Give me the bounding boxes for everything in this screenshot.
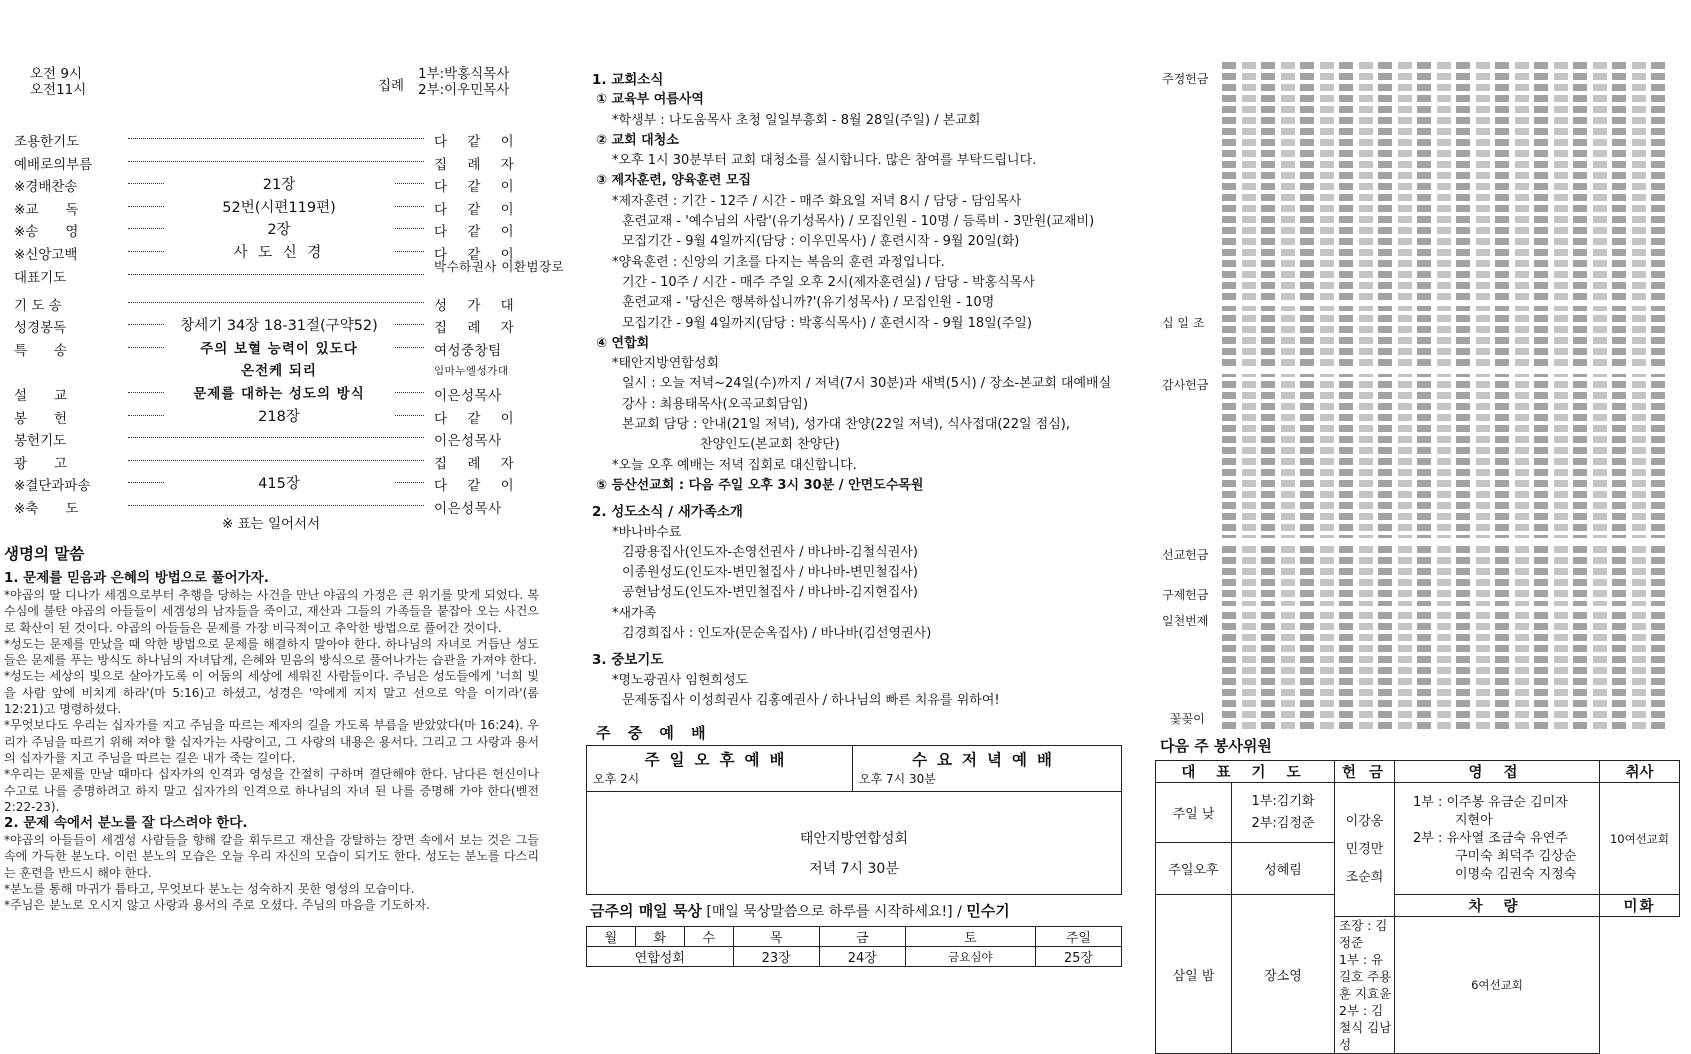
weekly-event bbox=[587, 792, 1121, 894]
order-item-name: 봉헌기도 bbox=[14, 433, 67, 450]
day-wed: 수 bbox=[684, 927, 733, 947]
news-heading: 3. 중보기도 bbox=[592, 652, 664, 669]
wednesday-evening-time: 오후 7시 30분 bbox=[859, 772, 936, 786]
day-sat: 토 bbox=[905, 927, 1035, 947]
order-item-name: 기 도 송 bbox=[14, 297, 62, 314]
wednesday-evening-header bbox=[853, 746, 1121, 792]
sermon-paragraph: *야곱의 딸 디나가 세겜으로부터 추행을 당하는 사건을 만난 야곱의 가정은 큰 위기를 맞게 되었다. 복수심에 불탄 야곱의 아들들이 세겜성의 남자들을 죽이고, 재산과 그들의 가족들을 붙잡아 오는 사건으로 확산이 된 것이다. 야곱의 아들들은 문제를 가장 비극적이고 추악한 방법으로 풀어간 것이다. bbox=[4, 588, 539, 635]
offering-name-column bbox=[1515, 62, 1529, 732]
order-row bbox=[14, 173, 544, 196]
car-line: 1부 : 유길호 주용훈 지효윤 bbox=[1339, 952, 1392, 1001]
offering-name-column bbox=[1632, 62, 1646, 732]
dotted-leader bbox=[128, 274, 424, 275]
service-label: 집례 bbox=[378, 78, 405, 94]
cleaning-header: 미화 bbox=[1600, 895, 1680, 917]
news-heading: 1. 교회소식 bbox=[592, 72, 664, 88]
weekly-worship-box bbox=[586, 745, 1122, 895]
dotted-leader bbox=[128, 505, 424, 506]
offering-name-column bbox=[1378, 62, 1392, 732]
order-item-person: 다 같 이 bbox=[434, 179, 522, 196]
prayer-person: 2부:김정준 bbox=[1251, 815, 1315, 831]
news-line: 모집기간 - 9월 4일까지(담당 : 박홍식목사) / 훈련시작 - 9월 18일(주일) bbox=[622, 315, 1032, 331]
order-item-person: 다 같 이 bbox=[434, 246, 522, 263]
time-sunday: 주일 낮 bbox=[1156, 783, 1232, 843]
order-item-person: 집 례 자 bbox=[434, 320, 522, 337]
order-item-content: 218장 bbox=[164, 405, 394, 426]
order-row bbox=[14, 258, 565, 292]
order-item-name: 특 송 bbox=[14, 342, 68, 359]
offering-name-column bbox=[1651, 62, 1665, 732]
service-time-1: 오전 9시 bbox=[30, 66, 83, 82]
offering-label: 구제헌금 bbox=[1162, 588, 1209, 602]
order-item-person: 이은성목사 bbox=[434, 500, 502, 517]
daily-sat-value: 금요심야 bbox=[905, 947, 1035, 967]
usher-line: 지현아 bbox=[1455, 812, 1493, 828]
next-week-table bbox=[1155, 760, 1680, 1054]
order-item-name: 설 교 bbox=[14, 387, 68, 404]
order-row bbox=[14, 196, 544, 219]
order-item-name: 광 고 bbox=[14, 455, 68, 472]
order-item-name: ※경배찬송 bbox=[14, 179, 78, 196]
order-row bbox=[14, 128, 544, 151]
sermon-title: 생명의 말씀 bbox=[4, 545, 85, 563]
order-item-name: 성경봉독 bbox=[14, 320, 67, 337]
wednesday-evening-title: 수요저녁예배 bbox=[912, 751, 1062, 769]
service-times bbox=[30, 66, 86, 98]
offering-name-column bbox=[1612, 62, 1626, 732]
offering-name-column bbox=[1398, 62, 1412, 732]
offering-name-column bbox=[1320, 62, 1334, 732]
order-item-content: 52번(시편119편) bbox=[164, 196, 394, 217]
news-line: 훈련교재 - '예수님의 사람'(유기성목사) / 모집인원 - 10명 / 등록비 - 3만원(교재비) bbox=[622, 214, 1095, 230]
usher-line: 2부 : 유사열 조금숙 유연주 bbox=[1413, 830, 1568, 846]
news-line: ④ 연합회 bbox=[596, 335, 650, 351]
news-line: 훈련교재 - '당신은 행복하십니까?'(유기성목사) / 모집인원 - 10명 bbox=[622, 295, 995, 311]
sermon-paragraph: *우리는 문제를 만날 때마다 십자가의 인격과 영성을 간절히 구하며 결단해야 한다. 남다른 헌신이나 수고로 나를 증명하려고 하지 말고 십자가의 인격으로 하나님의 자녀 된 나를 증명해 가야 한다(벧전 2:22-23). bbox=[4, 767, 539, 814]
offering-label: 감사헌금 bbox=[1162, 378, 1209, 392]
news-line: *오늘 오후 예배는 저녁 집회로 대신합니다. bbox=[612, 457, 857, 473]
order-item-name: ※결단과파송 bbox=[14, 478, 91, 495]
offering-name-column bbox=[1339, 62, 1353, 732]
dotted-leader bbox=[128, 161, 424, 162]
order-row bbox=[14, 337, 544, 360]
order-item-content: 415장 bbox=[164, 472, 394, 493]
sermon-point-2: 2. 문제 속에서 분노를 잘 다스려야 한다. bbox=[4, 815, 248, 832]
daily-title-bold: 금주의 매일 묵상 bbox=[590, 902, 702, 920]
sunday-afternoon-time: 오후 2시 bbox=[593, 772, 640, 786]
sermon-paragraph: *분노를 통해 마귀가 틈타고, 무엇보다 분노는 성숙하지 못한 영성의 모습이다. bbox=[4, 882, 415, 897]
order-item-person: 다 같 이 bbox=[434, 410, 522, 427]
offering-name-columns bbox=[1222, 62, 1670, 732]
news-line: 본교회 담당 : 안내(21일 저녁), 성가대 찬양(22일 저녁), 식사접대(22일 점심), bbox=[622, 417, 1070, 433]
order-item-name: ※신앙고백 bbox=[14, 246, 78, 263]
order-row bbox=[14, 218, 544, 241]
day-fri: 금 bbox=[819, 927, 905, 947]
offering-label: 십 일 조 bbox=[1162, 316, 1205, 330]
offering-name-column bbox=[1300, 62, 1314, 732]
news-line: 강사 : 최용태목사(오곡교회담임) bbox=[622, 396, 809, 412]
cook-team: 10여선교회 bbox=[1600, 783, 1680, 895]
order-item-content: 온전케 되리 bbox=[164, 359, 394, 379]
dotted-leader bbox=[128, 138, 424, 139]
standing-note: ※ 표는 일어서서 bbox=[222, 516, 321, 532]
offering-name-column bbox=[1476, 62, 1490, 732]
order-item-name: 대표기도 bbox=[14, 269, 67, 286]
pastor-1: 1부:박홍식목사 bbox=[418, 66, 510, 82]
news-line: ③ 제자훈련, 양육훈련 모집 bbox=[596, 173, 752, 189]
weekly-event-name: 태안지방연합성회 bbox=[799, 831, 909, 847]
order-row bbox=[14, 382, 544, 405]
order-item-content: 문제를 대하는 성도의 방식 bbox=[164, 382, 394, 402]
order-item-person: 박수하권사 이환범장로 bbox=[434, 258, 565, 274]
dotted-leader bbox=[128, 437, 424, 438]
pastor-2: 2부:이우민목사 bbox=[418, 82, 510, 98]
order-item-content: 주의 보혈 능력이 있도다 bbox=[164, 337, 394, 357]
order-item-content: 2장 bbox=[164, 218, 394, 239]
col-usher: 영 접 bbox=[1395, 761, 1600, 783]
sermon-paragraph: *야곱의 아들들이 세겜성 사람들을 향해 칼을 휘두르고 재산을 강탈하는 장면 속에서 보는 것은 그들 속에 가득한 분노다. 이런 분노의 모습은 오늘 우리 자신의 모습이 되기도 한다. 성도는 분노를 다스리는 훈련을 반드시 해야 한다. bbox=[4, 833, 539, 880]
order-row bbox=[14, 427, 544, 450]
col-offering: 헌 금 bbox=[1335, 761, 1395, 783]
daily-book: 민수기 bbox=[966, 902, 1010, 920]
sermon-point-1: 1. 문제를 믿음과 은혜의 방법으로 풀어가자. bbox=[4, 570, 269, 586]
order-row bbox=[14, 472, 544, 495]
sunday-afternoon-header bbox=[587, 746, 853, 792]
usher-people bbox=[1395, 783, 1600, 895]
daily-meditation-table bbox=[586, 926, 1122, 967]
prayer-sunday-afternoon: 성혜림 bbox=[1232, 843, 1335, 895]
order-row bbox=[14, 314, 544, 337]
sunday-afternoon-title: 주일오후예배 bbox=[644, 751, 795, 769]
news-line: ② 교회 대청소 bbox=[596, 132, 679, 148]
news-line: 이종원성도(인도자-변민철집사 / 바나바-변민철집사) bbox=[622, 565, 918, 581]
day-tue: 화 bbox=[635, 927, 684, 947]
news-heading: 2. 성도소식 / 새가족소개 bbox=[592, 504, 743, 521]
order-item-person: 임마누엘성가대 bbox=[434, 365, 509, 378]
prayer-sunday bbox=[1232, 783, 1335, 843]
order-row bbox=[14, 405, 544, 428]
col-cook: 취사 bbox=[1600, 761, 1680, 783]
offering-person: 민경만 bbox=[1345, 841, 1384, 857]
order-item-content: 21장 bbox=[164, 173, 394, 194]
time-wednesday: 삼일 밤 bbox=[1156, 895, 1232, 1054]
order-item-name: ※교 독 bbox=[14, 201, 79, 218]
usher-line: 1부 : 이주봉 유금순 김미자 bbox=[1413, 794, 1568, 810]
car-line: 조장 : 김정준 bbox=[1339, 918, 1388, 950]
daily-meditation-title bbox=[590, 900, 1010, 921]
news-line: *양육훈련 : 신앙의 기초를 다지는 복음의 훈련 과정입니다. bbox=[612, 254, 945, 270]
offering-name-column bbox=[1359, 62, 1373, 732]
offering-name-column bbox=[1456, 62, 1470, 732]
sermon-paragraph: *성도는 세상의 빛으로 살아가도록 이 어둠의 세상에 세워진 사람들이다. 주님은 성도들에게 '너희 빛을 사람 앞에 비치게 하라'(마 5:16)고 하셨고, 성경은 '악에게 지지 말고 선으로 악을 이기라'(롬 12:21)고 명령하셨다. bbox=[4, 669, 539, 717]
offering-name-column bbox=[1417, 62, 1431, 732]
news-line: *오후 1시 30분부터 교회 대청소를 실시합니다. 많은 참여를 부탁드립니다. bbox=[612, 153, 1037, 169]
news-line: 모집기간 - 9월 4일까지(담당 : 이우민목사) / 훈련시작 - 9월 20일(화) bbox=[622, 234, 1020, 250]
order-item-person: 집 례 자 bbox=[434, 455, 522, 472]
prayer-person: 1부:김기화 bbox=[1251, 793, 1315, 809]
daily-merged-cell: 연합성회 bbox=[587, 947, 734, 967]
weekly-worship-title: 주 중 예 배 bbox=[596, 724, 712, 742]
car-header: 차 량 bbox=[1395, 895, 1600, 917]
news-line: *학생부 : 나도움목사 초청 일일부흥회 - 8월 28일(주일) / 본교회 bbox=[612, 112, 981, 128]
worship-order bbox=[14, 128, 565, 518]
offering-name-column bbox=[1495, 62, 1509, 732]
order-row bbox=[14, 359, 544, 382]
offering-name-column bbox=[1534, 62, 1548, 732]
order-row bbox=[14, 292, 544, 315]
car-line: 2부 : 김철식 김남성 bbox=[1339, 1003, 1392, 1052]
offering-name-column bbox=[1573, 62, 1587, 732]
order-item-person: 이은성목사 bbox=[434, 387, 502, 404]
col-prayer: 대 표 기 도 bbox=[1156, 761, 1335, 783]
order-item-name: 봉 헌 bbox=[14, 410, 68, 427]
news-line: *새가족 bbox=[612, 605, 657, 621]
usher-line: 이명숙 김권숙 지정숙 bbox=[1455, 866, 1577, 882]
news-line: 기간 - 10주 / 시간 - 매주 주일 오후 2시(제자훈련실) / 담당 - 박홍식목사 bbox=[622, 274, 1035, 290]
prayer-wednesday: 장소영 bbox=[1232, 895, 1335, 1054]
order-item-person: 다 같 이 bbox=[434, 134, 522, 150]
offering-name-column bbox=[1261, 62, 1275, 732]
news-line: *바나바수료 bbox=[612, 524, 682, 540]
time-sunday-afternoon: 주일오후 bbox=[1156, 843, 1232, 895]
usher-line: 구미숙 최덕주 김상순 bbox=[1455, 848, 1577, 864]
order-item-person: 이은성목사 bbox=[434, 433, 502, 450]
order-item-person: 다 같 이 bbox=[434, 224, 522, 241]
order-item-content: 사 도 신 경 bbox=[164, 241, 394, 262]
offering-person: 조순희 bbox=[1345, 869, 1384, 885]
offering-divider bbox=[1222, 368, 1670, 374]
order-item-name: ※송 영 bbox=[14, 224, 79, 241]
offering-name-column bbox=[1593, 62, 1607, 732]
order-item-person: 다 같 이 bbox=[434, 478, 522, 495]
dotted-leader bbox=[128, 460, 424, 461]
offering-label: 꽃꽂이 bbox=[1170, 712, 1205, 726]
offering-divider bbox=[1222, 300, 1670, 306]
news-line: 문제동집사 이성희권사 김홍예권사 / 하나님의 빠른 치유를 위하여! bbox=[622, 692, 1000, 708]
news-line: 공현남성도(인도자-변민철집사 / 바나바-김지현집사) bbox=[622, 585, 918, 601]
news-line: ⑤ 등산선교회 : 다음 주일 오후 3시 30분 / 안면도수목원 bbox=[596, 477, 924, 493]
order-item-person: 여성중창팀 bbox=[434, 342, 502, 359]
order-row bbox=[14, 450, 544, 473]
daily-sun-value: 25장 bbox=[1035, 947, 1121, 967]
order-item-name: 예배로의부름 bbox=[14, 156, 93, 173]
car-people bbox=[1335, 917, 1395, 1054]
cleaning-team: 6여선교회 bbox=[1395, 917, 1600, 1054]
offering-name-column bbox=[1437, 62, 1451, 732]
news-line: *명노광권사 임현희성도 bbox=[612, 672, 749, 688]
offering-label: 선교헌금 bbox=[1162, 548, 1209, 562]
next-week-title: 다음 주 봉사위원 bbox=[1160, 737, 1272, 755]
news-line: 일시 : 오늘 저녁~24일(수)까지 / 저녁(7시 30분)과 새벽(5시) / 장소-본교회 대예배실 bbox=[622, 376, 1112, 392]
news-line: *태안지방연합성회 bbox=[612, 356, 719, 372]
order-item-person: 다 같 이 bbox=[434, 201, 522, 218]
news-line: 찬양인도(본교회 찬양단) bbox=[700, 437, 840, 453]
offering-label: 일천번제 bbox=[1162, 614, 1209, 628]
order-item-content: 창세기 34장 18-31절(구약52) bbox=[164, 314, 394, 335]
offering-divider bbox=[1222, 538, 1670, 544]
sermon-section bbox=[4, 542, 539, 914]
sermon-paragraph: *무엇보다도 우리는 십자가를 지고 주님을 따르는 제자의 길을 가도록 부름을 받았았다(마 16:24). 우리가 주님을 따르기 위해 져야 할 십자가는 사랑이고, 그 사랑의 내용은 용서다. 그리고 그 사랑과 용서의 십자가를 지고 주님을 따르는 길은 내가 죽는 길이다. bbox=[4, 718, 539, 765]
day-sun: 주일 bbox=[1035, 927, 1121, 947]
daily-fri-value: 24장 bbox=[819, 947, 905, 967]
church-news bbox=[592, 70, 1132, 711]
offering-name-column bbox=[1242, 62, 1256, 732]
news-line: 김광용집사(인도자-손영선권사 / 바나바-김철식권사) bbox=[622, 544, 918, 560]
order-item-name: 조용한기도 bbox=[14, 134, 80, 150]
dotted-leader bbox=[128, 302, 424, 303]
news-line: *제자훈련 : 기간 - 12주 / 시간 - 매주 화요일 저녁 8시 / 담당 - 담임목사 bbox=[612, 193, 1022, 209]
sermon-paragraph: *성도는 문제를 만났을 때 악한 방법으로 문제를 해결하지 말아야 한다. 하나님의 자녀로 거듭난 성도들은 문제를 푸는 방식도 하나님의 자녀답게, 은혜와 믿음의 방식으로 풀어나가는 습관을 가져야 한다. bbox=[4, 636, 539, 668]
order-item-person: 집 례 자 bbox=[434, 156, 522, 173]
offering-name-column bbox=[1554, 62, 1568, 732]
order-row bbox=[14, 151, 544, 174]
day-mon: 월 bbox=[587, 927, 636, 947]
daily-thu-value: 23장 bbox=[733, 947, 819, 967]
offering-name-column bbox=[1222, 62, 1236, 732]
offering-people bbox=[1335, 783, 1395, 917]
news-line: ① 교육부 여름사역 bbox=[596, 92, 704, 108]
offering-person: 이강옹 bbox=[1345, 813, 1384, 829]
service-time-2: 오전11시 bbox=[30, 82, 87, 98]
order-item-person: 성 가 대 bbox=[434, 297, 522, 314]
offering-name-column bbox=[1281, 62, 1295, 732]
offering-divider bbox=[1222, 606, 1670, 612]
daily-title-note: [매일 묵상말씀으로 하루를 시작하세요!] / bbox=[706, 904, 962, 920]
day-thu: 목 bbox=[733, 927, 819, 947]
service-pastors bbox=[418, 66, 509, 98]
order-item-name: ※축 도 bbox=[14, 500, 79, 517]
offering-label: 주정헌금 bbox=[1162, 72, 1209, 86]
weekly-event-time: 저녁 7시 30분 bbox=[809, 861, 899, 877]
news-line: 김경희집사 : 인도자(문순옥집사) / 바나바(김선영권사) bbox=[622, 626, 932, 642]
sermon-paragraph: *주님은 분노로 오시지 않고 사랑과 용서의 주로 오셨다. 주님의 마음을 기도하자. bbox=[4, 898, 431, 913]
